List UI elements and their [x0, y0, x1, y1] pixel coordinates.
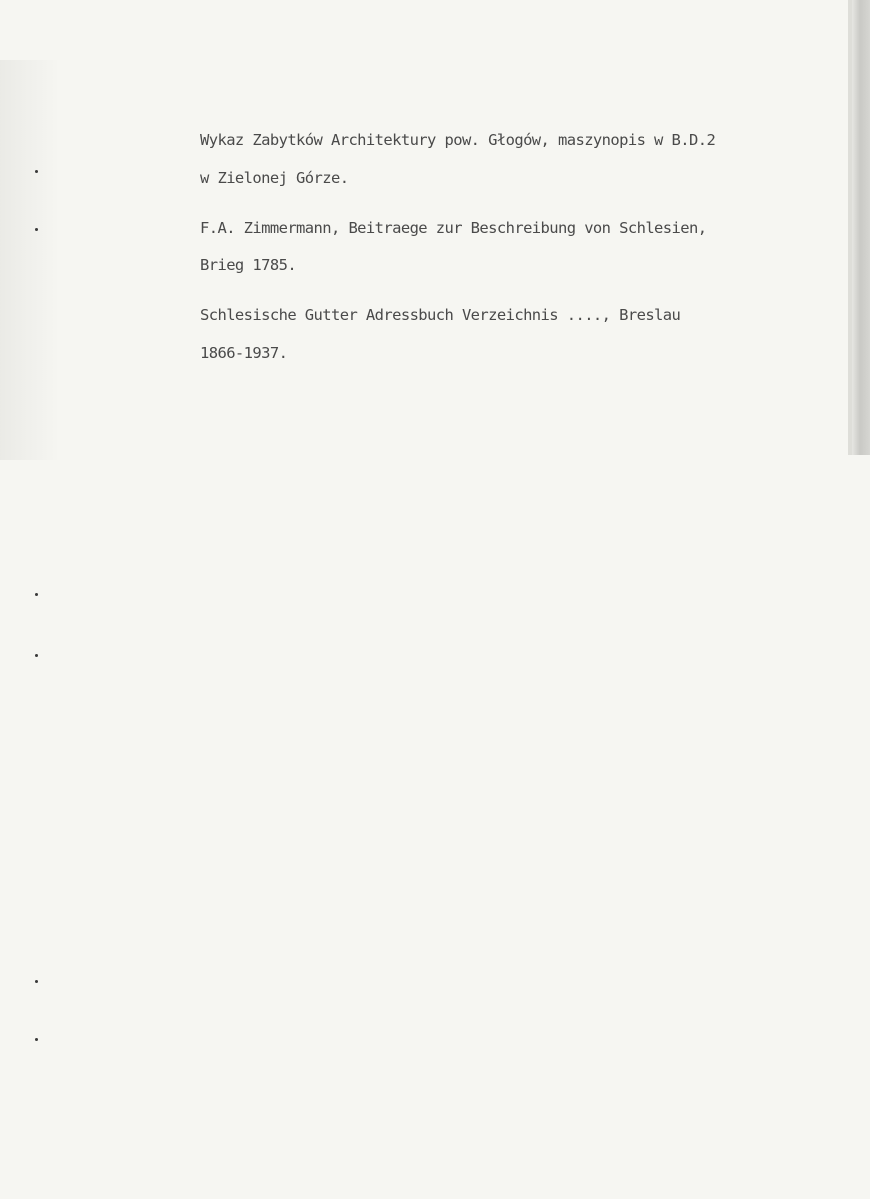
margin-dot [35, 170, 38, 173]
entry-line: 1866-1937. [200, 344, 288, 362]
margin-dot [35, 593, 38, 596]
margin-dot [35, 1038, 38, 1041]
margin-dot [35, 980, 38, 983]
entry-line: Schlesische Gutter Adressbuch Verzeichnis ...., Breslau [200, 306, 681, 324]
entry-line: w Zielonej Górze. [200, 169, 349, 187]
margin-dot [35, 228, 38, 231]
margin-dot [35, 654, 38, 657]
entry-line: F.A. Zimmermann, Beitraege zur Beschreibung von Schlesien, [200, 219, 707, 237]
paper-show-through [0, 60, 60, 460]
paper-edge [852, 0, 870, 455]
entry-line: Brieg 1785. [200, 256, 297, 274]
entry-line: Wykaz Zabytków Architektury pow. Głogów, maszynopis w B.D.2 [200, 131, 716, 149]
